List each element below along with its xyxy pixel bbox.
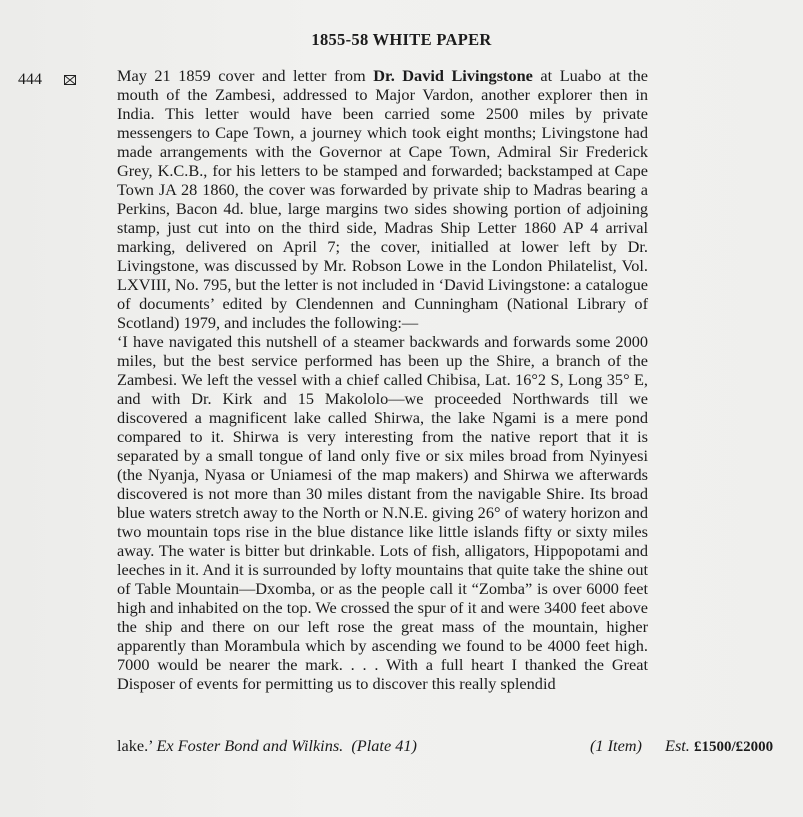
letter-quote: ‘I have navigated this nutshell of a steamer backwards and forwards some 2000 miles, but the best service performed has been up the Shire, a branch of the Zambesi. We left the vessel with a chief called Chibisa, Lat. 16°2 S, Long 35° E, and with Dr. Kirk and 15 Makololo—we proceeded Northwards till we discovered a magnificent lake called Shirwa, the lake Ngami is a mere pond compared to it. Shirwa is very interesting from the native report that it is separated by a small tongue of land only five or six miles broad from Nyinyesi (the Nyanja, Nyasa or Uniamesi of the map makers) and Shirwa we afterwards discovered is not more than 30 miles distant from the navigable Shire. Its broad blue waters stretch away to the North or N.N.E. giving 26° of watery horizon and two mountain tops rise in the blue distance like little islands fifty or sixty miles away. The water is bitter but drinkable. Lots of fish, alligators, Hippopotami and leeches in it. And it is surrounded by lofty mountains that quite take the shine out of Table Mountain—Dxomba, or as the people call it “Zomba” is over 6000 feet high and inhabited on the top. We crossed the spur of it and were 3400 feet above the ship and there on our left rose the great mass of the mountain, higher apparently than Morambula which by ascending we found to be 4000 feet high. 7000 would be nearer the mark. . . . With a full heart I thanked the Great Disposer of events for permitting us to discover this really splendid: [117, 332, 648, 693]
provenance-line: [117, 736, 417, 756]
page-title: 1855-58 WHITE PAPER: [311, 30, 492, 49]
estimate-value: £1500/£2000: [693, 739, 774, 755]
lot-description: [117, 66, 648, 693]
plate-reference: (Plate 41): [351, 736, 417, 755]
cover-description: [117, 66, 648, 332]
estimate-label: Est.: [665, 736, 690, 755]
lot-number: 444: [18, 71, 42, 88]
provenance: Ex Foster Bond and Wilkins.: [156, 736, 344, 755]
quote-end: lake.’: [117, 736, 153, 755]
description-details: at Luabo at the mouth of the Zambesi, addressed to Major Vardon, another explorer then in India. This letter would have been carried some 2500 miles by private messengers to Cape Town, a journey which took eight months; Livingstone had made arrangements with the Governor at Cape Town, Admiral Sir Frederick Grey, K.C.B., for his letters to be stamped and forwarded; backstamped at Cape Town JA 28 1860, the cover was forwarded by private ship to Madras bearing a Perkins, Bacon 4d. blue, large margins two sides showing portion of adjoining stamp, just cut into on the third side, Madras Ship Letter 1860 AP 4 arrival marking, delivered on April 7; the cover, initialled at lower left by Dr. Livingstone, was discussed by Mr. Robson Lowe in the London Philatelist, Vol. LXVIII, No. 795, but the letter is not included in ‘David Livingstone: a catalogue of documents’ edited by Clendennen and Cunningham (National Library of Scotland) 1979, and includes the following:—: [117, 66, 649, 332]
sender-name: Dr. David Livingstone: [373, 66, 533, 85]
price-estimate: [665, 736, 773, 756]
description-intro: May 21 1859 cover and letter from: [117, 66, 374, 85]
envelope-icon: [64, 75, 76, 85]
item-count: (1 Item): [590, 736, 642, 755]
